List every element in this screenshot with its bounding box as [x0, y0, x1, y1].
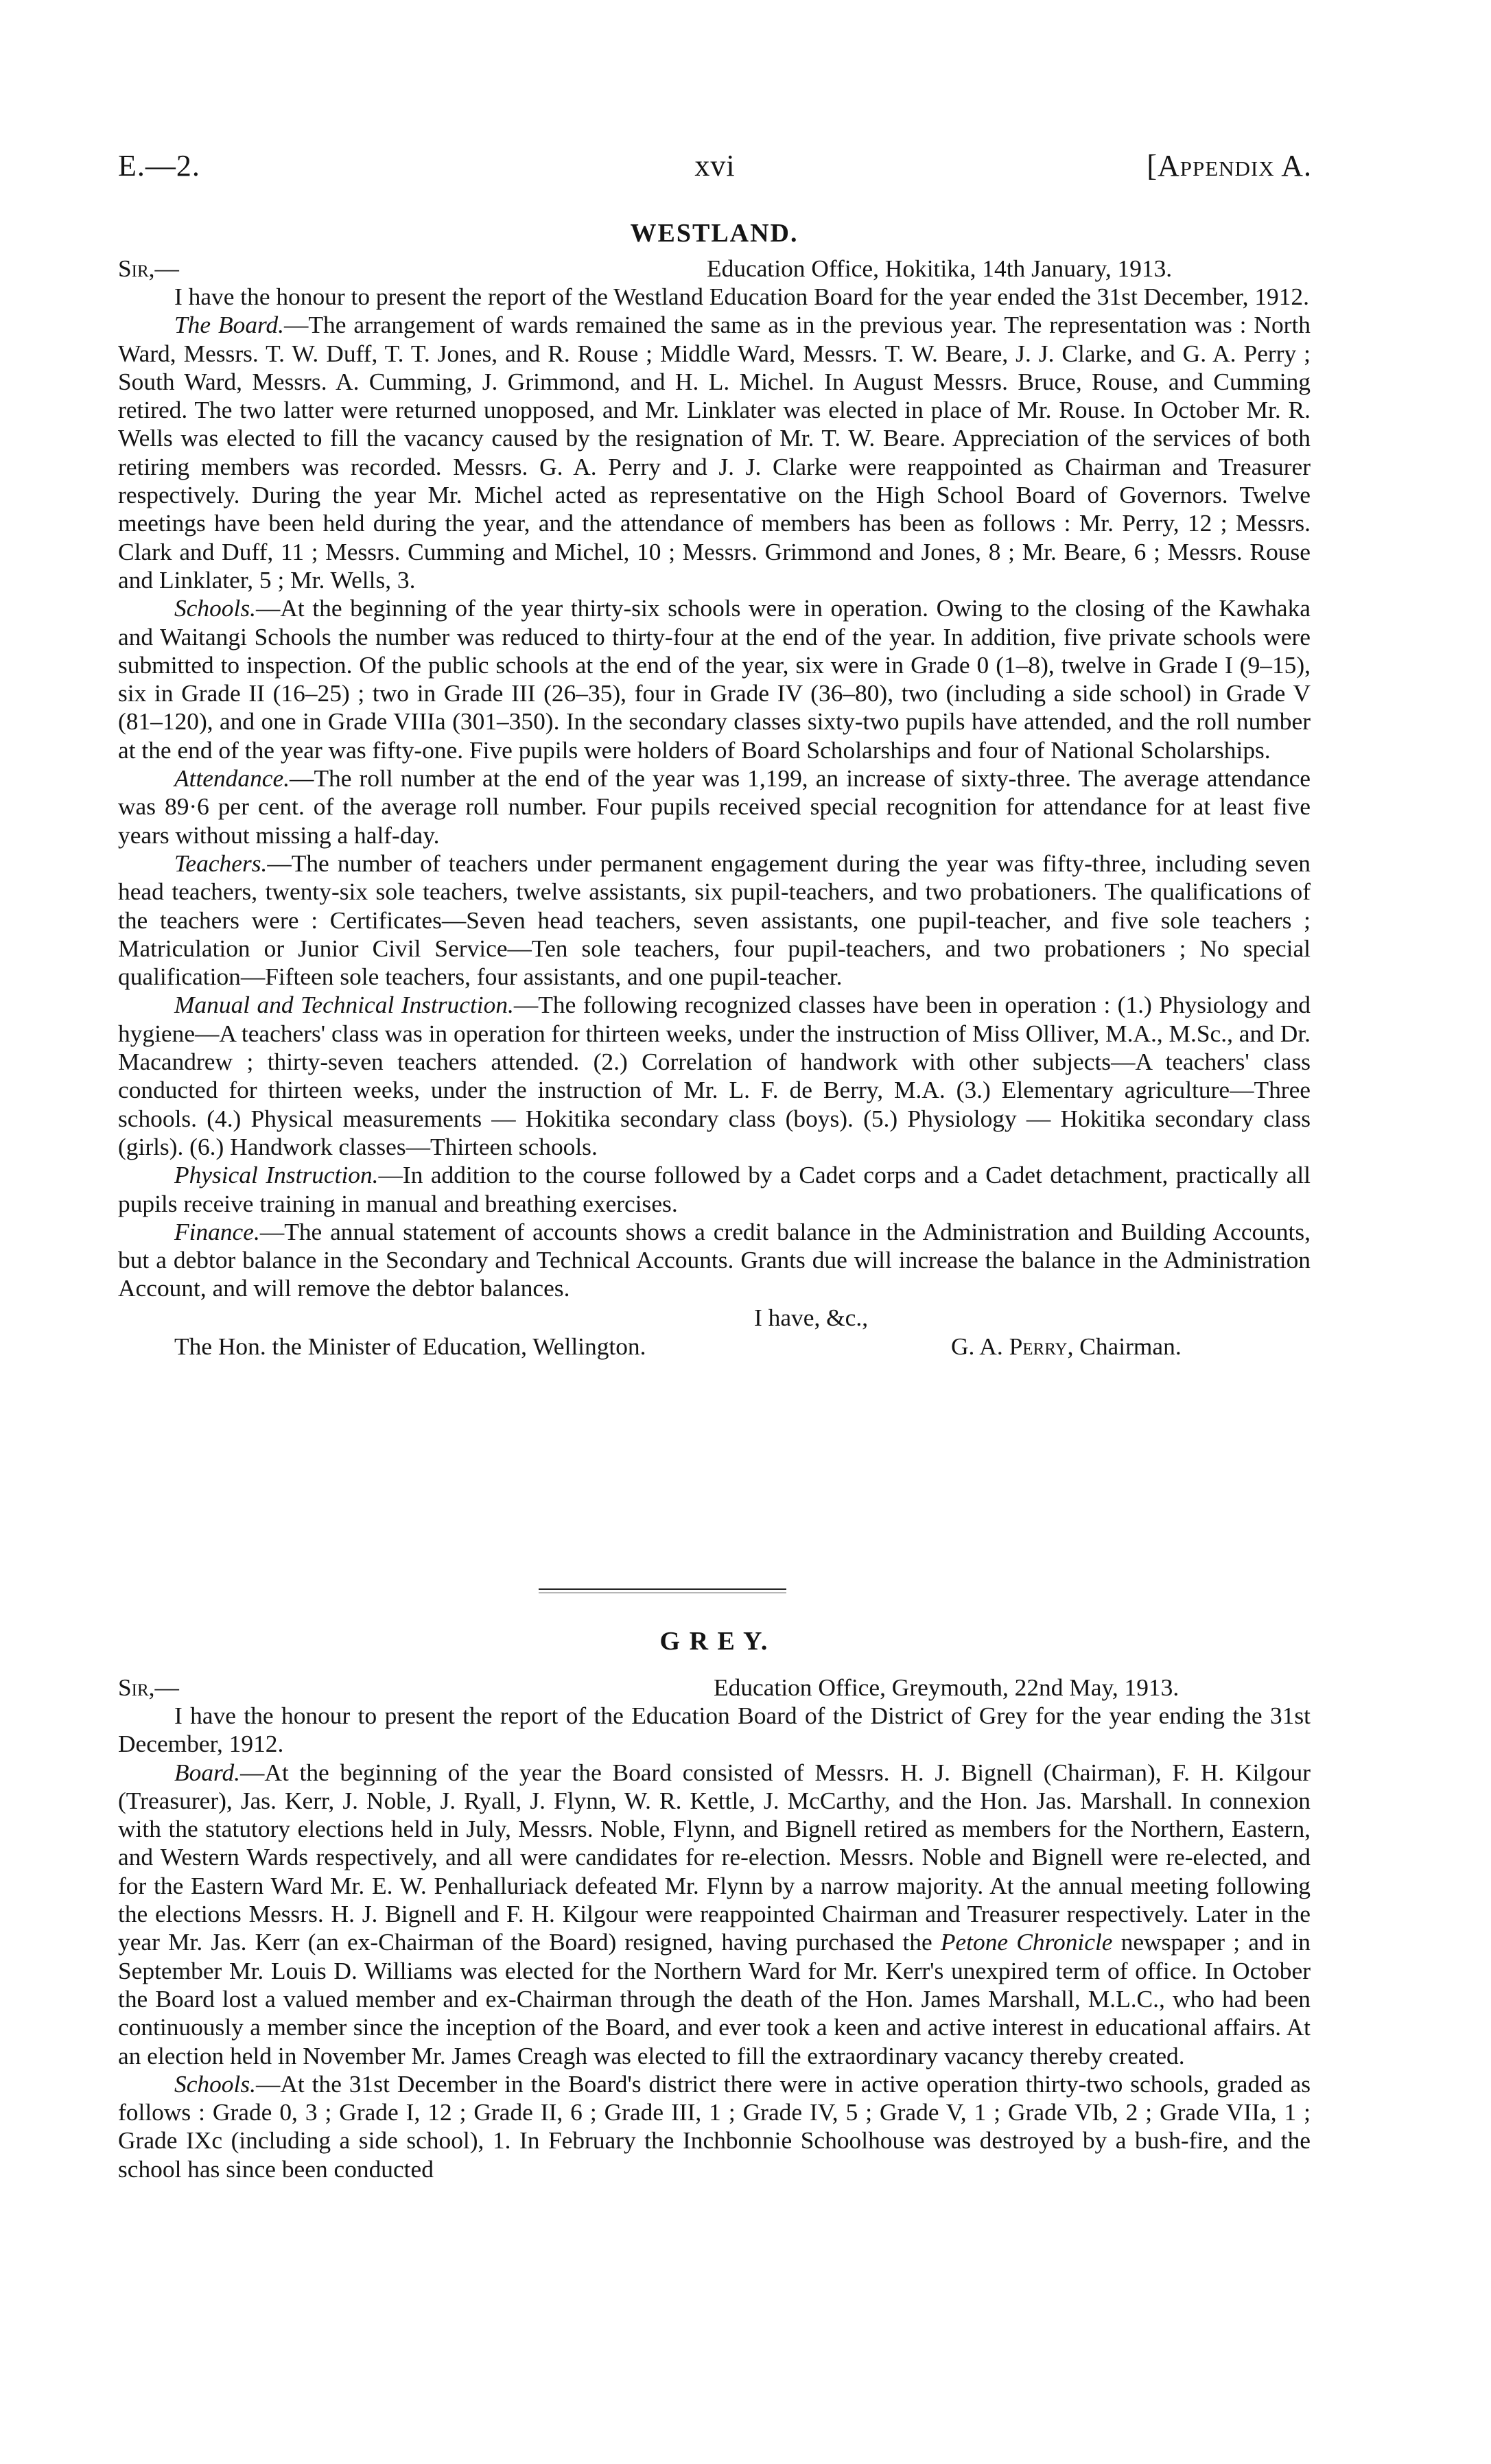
page-number: xvi: [694, 149, 736, 183]
westland-intro: I have the honour to present the report of the Westland Education Board for the year ended the 31st December, 1912.: [174, 283, 1309, 310]
westland-title: WESTLAND.: [630, 219, 799, 248]
westland-closing: I have, &c.,: [754, 1303, 869, 1331]
grey-board-paragraph: [118, 1759, 1311, 2070]
grey-location-date: Education Office, Greymouth, 22nd May, 1913.: [714, 1674, 1179, 1701]
westland-physical-paragraph: [118, 1161, 1311, 1218]
section-divider: [539, 1588, 786, 1590]
westland-address-line: [118, 254, 1311, 283]
westland-teachers-label: Teachers.: [174, 849, 268, 877]
westland-teachers-paragraph: [118, 849, 1311, 991]
westland-salutation: Sir,—: [118, 255, 179, 282]
westland-attendance-text: —The roll number at the end of the year was 1,199, an increase of sixty-three. The average attendance was 89·6 per cent. of the average roll number. Four pupils received special recognition for attendance for at least five years without missing a half-day.: [118, 764, 1311, 849]
westland-location-date: Education Office, Hokitika, 14th January, 1913.: [707, 255, 1173, 282]
grey-salutation: Sir,—: [118, 1674, 179, 1701]
westland-board-paragraph: [118, 311, 1311, 594]
westland-teachers-text: —The number of teachers under permanent engagement during the year was fifty-three, including seven head teachers, twenty-six sole teachers, twelve assistants, six pupil-teachers, and two probationers. The qualifications of the teachers were : Certificates—Seven head teachers, seven assistants, one pupil-teacher, and five sole teachers ; Matriculation or Junior Civil Service—Ten sole teachers, four pupil-teachers, and two probationers ; No special qualification—Fifteen sole teachers, four assistants, and one pupil-teacher.: [118, 849, 1311, 991]
grey-board-text-after: newspaper ; and in September Mr. Louis D. Williams was elected for the Northern Ward for Mr. Kerr's unexpired term of office. In October the Board lost a valued member and ex-Chairman through the death of the Hon. James Marshall, M.L.C., who had been continuously a member since the inception of the Board, and ever took a keen and active interest in educational affairs. At an election held in November Mr. James Creagh was elected to fill the extraordinary vacancy thereby created.: [118, 1928, 1311, 2069]
page-header: [118, 148, 1312, 189]
westland-signer-initials: G. A.: [951, 1332, 1003, 1360]
grey-schools-text: —At the 31st December in the Board's district there were in active operation thirty-two schools, graded as follows : Grade 0, 3 ; Grade I, 12 ; Grade II, 6 ; Grade III, 1 ; Grade IV, 5 ; Grade V, 1 ; Grade VIb, 2 ; Grade VIIa, 1 ; Grade IXc (including a side school), 1. In February the Inchbonnie Schoolhouse was destroyed by a bush-fire, and the school has since been conducted: [118, 2069, 1311, 2183]
westland-addressee: The Hon. the Minister of Education, Wellington.: [174, 1332, 646, 1360]
westland-finance-paragraph: [118, 1218, 1311, 1303]
westland-schools-label: Schools.: [174, 594, 256, 622]
grey-schools-label: Schools.: [174, 2069, 256, 2098]
report-reference: E.—2.: [118, 149, 200, 183]
westland-schools-paragraph: [118, 594, 1311, 764]
westland-attendance-paragraph: [118, 764, 1311, 849]
westland-board-text: —The arrangement of wards remained the same as in the previous year. The representation was : North Ward, Messrs. T. W. Duff, T. T. Jones, and R. Rouse ; Middle Ward, Messrs. T. W. Beare, J. J. Clarke, and G. A. Perry ; South Ward, Messrs. A. Cumming, J. Grimmond, and H. L. Michel. In August Messrs. Bruce, Rouse, and Cumming retired. The two latter were returned unopposed, and Mr. Linklater was elected in place of Mr. Rouse. In October Mr. R. Wells was elected to fill the vacancy caused by the resignation of Mr. T. W. Beare. Appreciation of the services of both retiring members was recorded. Messrs. G. A. Perry and J. J. Clarke were reappointed as Chairman and Treasurer respectively. During the year Mr. Michel acted as representative on the High School Board of Governors. Twelve meetings have been held during the year, and the attendance of members has been as follows : Mr. Perry, 12 ; Messrs. Clark and Duff, 11 ; Messrs. Cumming and Michel, 10 ; Messrs. Grimmond and Jones, 8 ; Mr. Beare, 6 ; Messrs. Rouse and Linklater, 5 ; Mr. Wells, 3.: [118, 311, 1311, 594]
westland-signature-block: [118, 1303, 1311, 1361]
westland-schools-text: —At the beginning of the year thirty-six schools were in operation. Owing to the closing of the Kawhaka and Waitangi Schools the number was reduced to thirty-four at the end of the year. In addition, five private schools were submitted to inspection. Of the public schools at the end of the year, six were in Grade 0 (1–8), twelve in Grade I (9–15), six in Grade II (16–25) ; two in Grade III (26–35), four in Grade IV (36–80), two (including a side school) in Grade V (81–120), and one in Grade VIIIa (301–350). In the secondary classes sixty-two pupils have attended, and the roll number at the end of the year was fifty-one. Five pupils were holders of Board Scholarships and four of National Scholarships.: [118, 594, 1311, 764]
westland-attendance-label: Attendance.: [174, 764, 290, 793]
westland-section: [118, 218, 1311, 1361]
westland-finance-label: Finance.: [174, 1217, 260, 1245]
appendix-label: [Appendix A.: [1147, 149, 1312, 183]
grey-title: G R E Y.: [659, 1627, 769, 1656]
grey-section: [118, 1626, 1311, 2183]
grey-board-label: Board.: [174, 1758, 241, 1786]
westland-board-label: The Board.: [174, 311, 285, 339]
grey-newspaper-name: Petone Chronicle: [940, 1928, 1113, 1956]
westland-manual-paragraph: [118, 991, 1311, 1161]
westland-finance-text: —The annual statement of accounts shows a credit balance in the Administration and Building Accounts, but a debtor balance in the Secondary and Technical Accounts. Grants due will increase the balance in the Administration Account, and will remove the debtor balances.: [118, 1217, 1311, 1302]
grey-board-text-before: —At the beginning of the year the Board consisted of Messrs. H. J. Bignell (Chairman), F. H. Kilgour (Treasurer), Jas. Kerr, J. Noble, J. Ryall, J. Flynn, W. R. Kettle, J. McCarthy, and the Hon. Jas. Marshall. In connexion with the statutory elections held in July, Messrs. Noble, Flynn, and Bignell retired as members for the Northern, Eastern, and Western Wards respectively, and all were candidates for re-election. Messrs. Noble and Bignell were re-elected, and for the Eastern Ward Mr. E. W. Penhalluriack defeated Mr. Flynn by a narrow majority. At the annual meeting following the elections Messrs. H. J. Bignell and F. H. Kilgour were reappointed Chairman and Treasurer respectively. Later in the year Mr. Jas. Kerr (an ex-Chairman of the Board) resigned, having purchased the: [118, 1758, 1311, 1956]
westland-physical-text: —In addition to the course followed by a Cadet corps and a Cadet detachment, practically all pupils receive training in manual and breathing exercises.: [118, 1161, 1311, 1217]
grey-schools-paragraph: [118, 2070, 1311, 2183]
westland-signer-role: , Chairman.: [1067, 1332, 1182, 1360]
westland-signer: [951, 1332, 1182, 1361]
grey-intro: I have the honour to present the report of the Education Board of the District of Grey for the year ending the 31st December, 1912.: [118, 1702, 1311, 1758]
westland-signer-name: Perry: [1009, 1332, 1068, 1360]
westland-physical-label: Physical Instruction.: [174, 1161, 379, 1189]
westland-manual-label: Manual and Technical Instruction.: [174, 991, 514, 1019]
westland-manual-text: —The following recognized classes have been in operation : (1.) Physiology and hygiene—A teachers' class was in operation for thirteen weeks, under the instruction of Miss Olliver, M.A., M.Sc., and Dr. Macandrew ; thirty-seven teachers attended. (2.) Correlation of handwork with other subjects—A teachers' class conducted for thirteen weeks, under the instruction of Mr. L. F. de Berry, M.A. (3.) Elementary agriculture—Three schools. (4.) Physical measurements — Hokitika secondary class (boys). (5.) Physiology — Hokitika secondary class (girls). (6.) Handwork classes—Thirteen schools.: [118, 991, 1311, 1160]
grey-address-line: [118, 1673, 1311, 1702]
